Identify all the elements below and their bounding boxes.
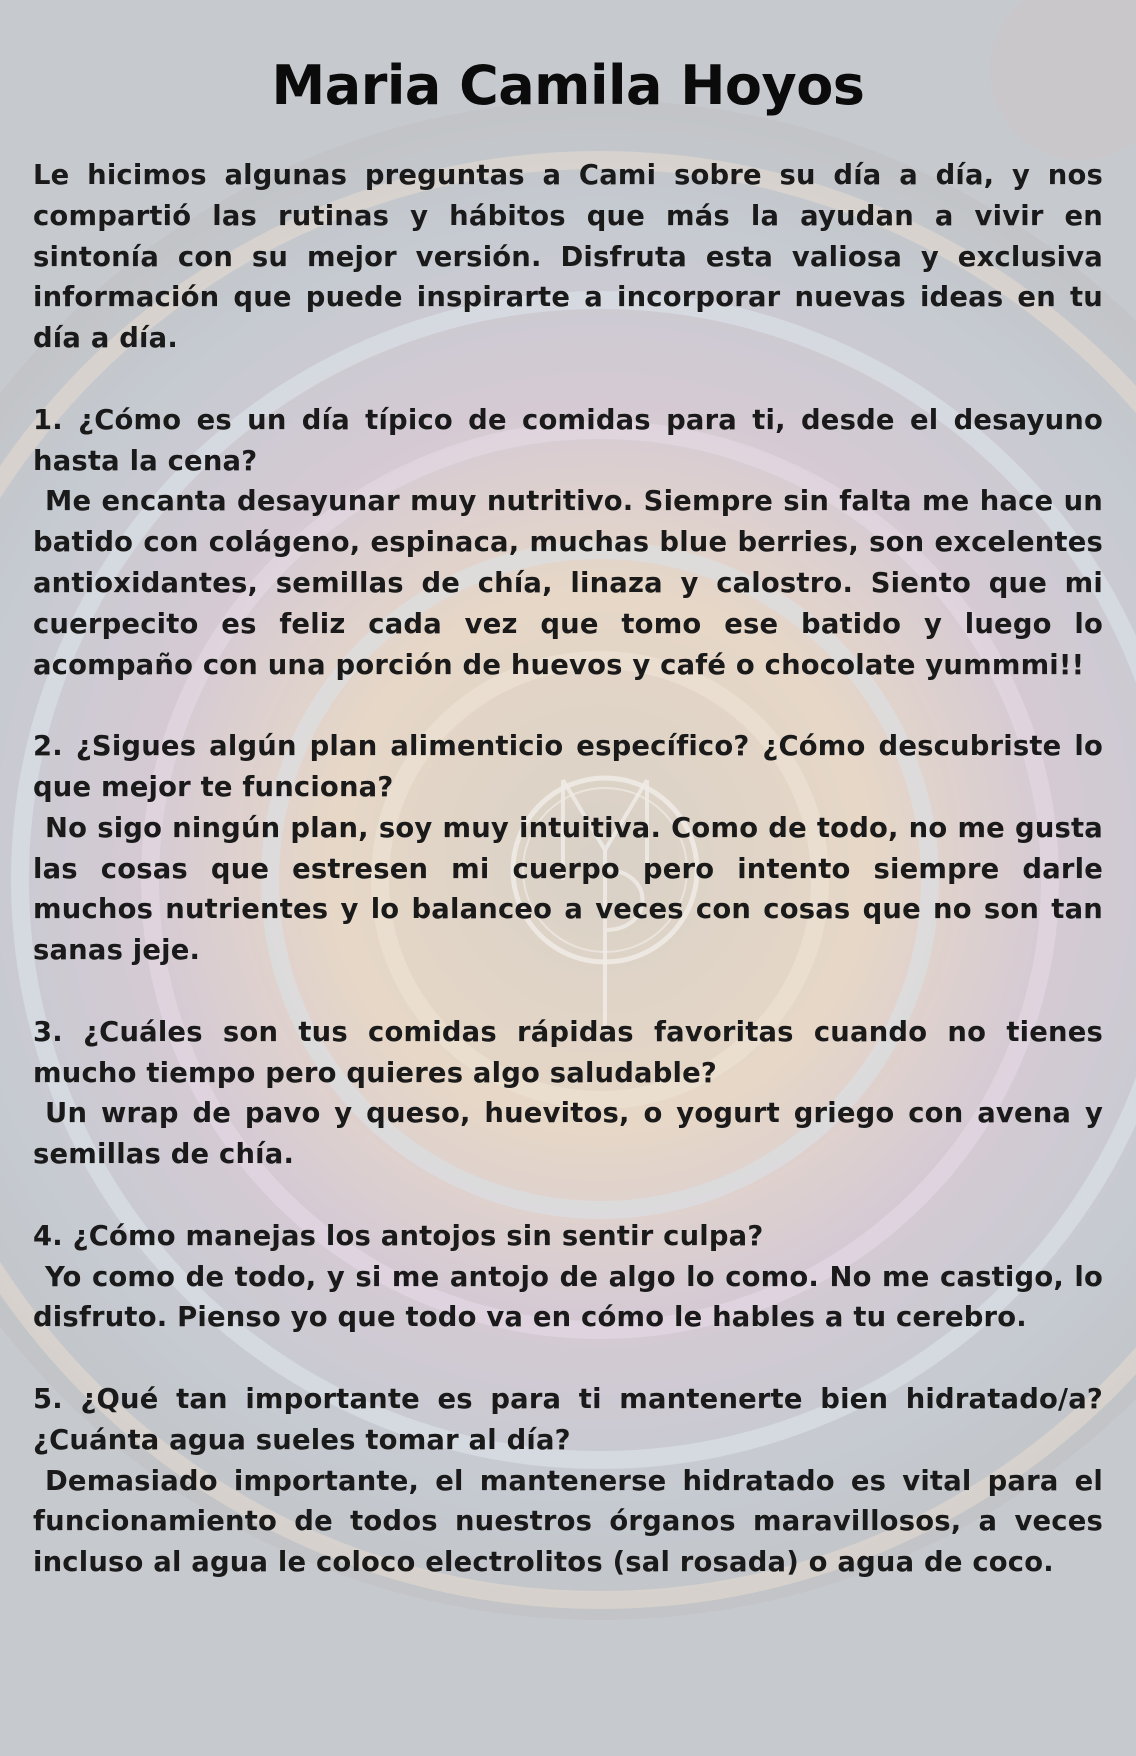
qa-item-4 — [33, 1217, 1103, 1339]
article-intro: Le hicimos algunas preguntas a Cami sobre su día a día, y nos compartió las rutinas y hábitos que más la ayudan a vivir en sintonía con su mejor versión. Disfruta esta valiosa y exclusiva información que puede inspirarte a incorporar nuevas ideas en tu día a día. — [33, 160, 1103, 355]
qa-item-1 — [33, 401, 1103, 687]
question-text: 4. ¿Cómo manejas los antojos sin sentir culpa? — [33, 1220, 764, 1252]
qa-item-3 — [33, 1013, 1103, 1176]
article-title: Maria Camila Hoyos — [271, 54, 865, 117]
question-text: 1. ¿Cómo es un día típico de comidas para ti, desde el desayuno hasta la cena? — [33, 404, 1103, 477]
answer-text: Demasiado importante, el mantenerse hidratado es vital para el funcionamiento de todos nuestros órganos maravillosos, a veces incluso al agua le coloco electrolitos (sal rosada) o agua de coco. — [33, 1465, 1103, 1579]
answer-text: No sigo ningún plan, soy muy intuitiva. Como de todo, no me gusta las cosas que estresen mi cuerpo pero intento siempre darle muchos nutrientes y lo balanceo a veces con cosas que no son tan sanas jeje. — [33, 812, 1103, 967]
answer-text: Un wrap de pavo y queso, huevitos, o yogurt griego con avena y semillas de chía. — [33, 1098, 1103, 1171]
answer-text: Yo como de todo, y si me antojo de algo lo como. No me castigo, lo disfruto. Pienso yo que todo va en cómo le hables a tu cerebro. — [33, 1261, 1103, 1334]
question-text: 5. ¿Qué tan importante es para ti mantenerte bien hidratado/a? ¿Cuánta agua sueles tomar al día? — [33, 1383, 1103, 1456]
answer-text: Me encanta desayunar muy nutritivo. Siempre sin falta me hace un batido con colágeno, espinaca, muchas blue berries, son excelentes antioxidantes, semillas de chía, linaza y calostro. Siento que mi cuerpecito es feliz cada vez que tomo ese batido y luego lo acompaño con una porción de huevos y café o chocolate yummmi!! — [33, 486, 1103, 681]
question-text: 2. ¿Sigues algún plan alimenticio específico? ¿Cómo descubriste lo que mejor te funciona? — [33, 731, 1103, 803]
qa-item-2 — [33, 727, 1103, 972]
qa-item-5 — [33, 1380, 1103, 1584]
question-text: 3. ¿Cuáles son tus comidas rápidas favoritas cuando no tienes mucho tiempo pero quieres algo saludable? — [33, 1016, 1103, 1089]
